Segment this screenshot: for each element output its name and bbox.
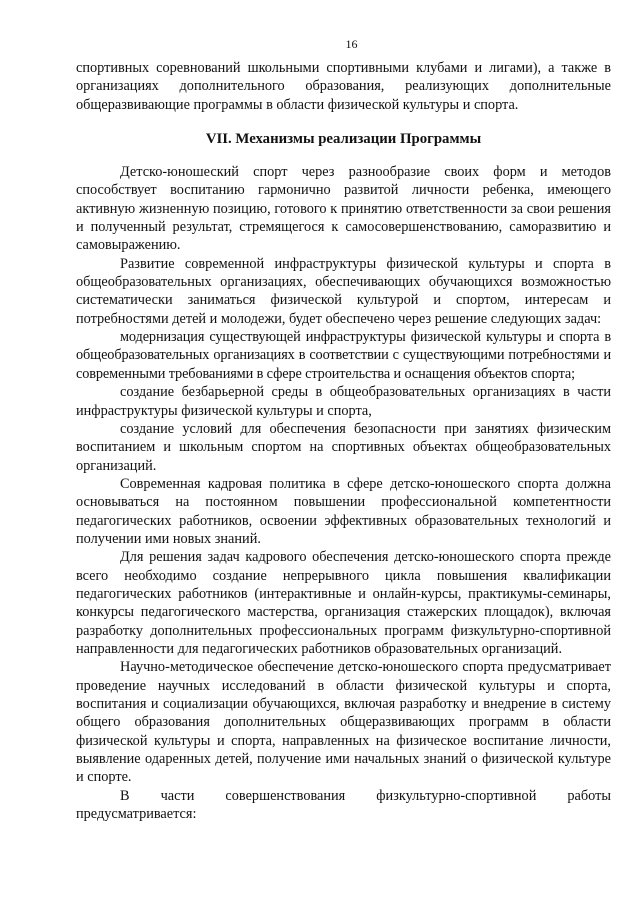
paragraph-youth-sport: Детско-юношеский спорт через разнообразие своих форм и методов способствует воспитанию гармонично развитой личности ребенка, имеющего активную жизненную позицию, готового к принятию ответственности за свои решения и полученный результат, стремящегося к самосовершенствованию, саморазвитию и самовыражению. — [76, 164, 611, 254]
page-number: 16 — [345, 37, 358, 51]
paragraph-personnel-tasks: Для решения задач кадрового обеспечения детско-юношеского спорта прежде всего необходимо создание непрерывного цикла повышения квалификации педагогических работников (интерактивные и онлайн-курсы, практикумы-семинары, конкурсы педагогического мастерства, организация стажерских площадок), включая разработку дополнительных профессиональных программ физкультурно-спортивной направленности для педагогических работников образовательных организаций. — [76, 549, 611, 657]
paragraph-sport-work: В части совершенствования физкультурно-спортивной работы предусматривается: — [76, 787, 611, 823]
paragraph-infrastructure: Развитие современной инфраструктуры физической культуры и спорта в общеобразовательных организациях, обеспечивающих обучающихся возможностью систематически заниматься физической культурой и спортом, интересам и потребностями детей и молодежи, будет обеспечено через решение следующих задач: — [76, 255, 611, 327]
list-item-barrier-free: создание безбарьерной среды в общеобразовательных организациях в части инфраструктуры физической культуры и спорта, — [76, 384, 611, 419]
paragraph-scientific-support: Научно-методическое обеспечение детско-юношеского спорта предусматривает проведение научных исследований в области физической культуры и спорта, воспитания и социализации обучающихся, включая разработку и внедрение в систему общего образования дополнительных общеразвивающих программ в области физической культуры и спорта, направленных на физическое воспитание личности, выявление одаренных детей, получение ими начальных знаний о физической культуре и спорте. — [76, 659, 611, 786]
section-title: VII. Механизмы реализации Программы — [205, 131, 482, 148]
paragraph-personnel-policy: Современная кадровая политика в сфере детско-юношеского спорта должна основываться на постоянном повышении профессиональной компетентности педагогических работников, освоении эффективных образовательных технологий и получении ими новых знаний. — [76, 475, 611, 547]
list-item-modernization: модернизация существующей инфраструктуры физической культуры и спорта в общеобразовательных организациях в соответствии с существующими потребностями и современными требованиями в сфере строительства и оснащения объектов спорта; — [76, 329, 611, 382]
list-item-safety: создание условий для обеспечения безопасности при занятиях физическим воспитанием и школьным спортом на спортивных объектах общеобразовательных организаций. — [76, 420, 611, 474]
intro-paragraph: спортивных соревнований школьными спортивными клубами и лигами), а также в организациях дополнительного образования, реализующих дополнительные общеразвивающие программы в области физической культуры и спорта. — [76, 60, 611, 113]
document-page — [76, 36, 611, 823]
